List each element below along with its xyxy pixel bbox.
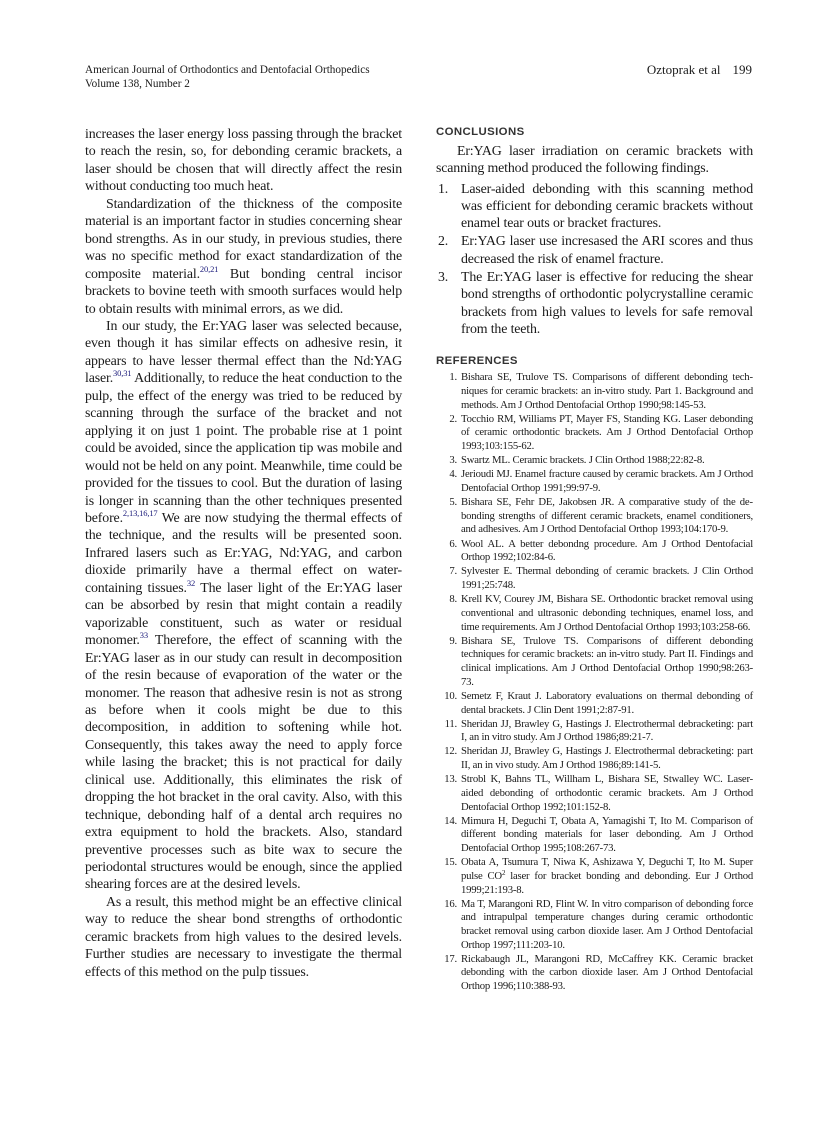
- reference-number: 8.: [449, 593, 457, 606]
- conclusions-intro: Er:YAG laser irradiation on ceramic brackets with scanning method produced the following findings.: [436, 144, 753, 177]
- text-segment: Standardization of the thickness of the composite material is an important factor in studies concerning shear bond strengths. As in our study, in previous studies, there was no specific method for exact standardization of the composite material.: [85, 196, 402, 282]
- reference-number: 12.: [444, 745, 457, 758]
- reference-text: Rickabaugh JL, Marangoni RD, McCaffrey KK. Ceramic bracket debonding with the carbon dioxide laser. Am J Orthod Dentofacial Orthop 1996;110:388-93.: [461, 952, 753, 993]
- conclusion-item: [436, 269, 753, 338]
- citation-link[interactable]: 32: [186, 577, 196, 588]
- item-number: 2.: [438, 234, 449, 250]
- reference-item: [436, 773, 753, 814]
- reference-item: [436, 538, 753, 565]
- text-segment: Additionally, to reduce the heat conduction to the pulp, the effect of the energy was tried to be reduced by scanning through the surface of the bracket and not applying it on just 1 point. The probable rise at 1 point could be avoided, since the application tip was mobile and would not be held on any point. Meanwhile, time could be provided for the tissues to cool. But the duration of lasing is longer in scanning than the other techniques presented before.: [85, 371, 402, 526]
- item-number: 1.: [438, 181, 449, 197]
- reference-text: Jerioudi MJ. Enamel fracture caused by ceramic brackets. Am J Orthod Dentofacial Orthop 1991;99:97-9.: [461, 468, 753, 495]
- reference-item: [436, 718, 753, 745]
- reference-item: [436, 690, 753, 717]
- reference-item: [436, 565, 753, 592]
- item-text: The Er:YAG laser is effective for reducing the shear bond strengths of orthodontic polycrystalline ceramic brackets from high values to levels for safe removal from the teeth.: [461, 270, 753, 337]
- reference-item: [436, 454, 753, 468]
- reference-text: Mimura H, Deguchi T, Obata A, Yamagishi T, Ito M. Comparison of different bonding materials for laser debonding. Am J Orthod Dentofacial Orthop 1995;108:267-73.: [461, 814, 753, 855]
- superscript: 2: [501, 868, 506, 877]
- reference-number: 16.: [444, 897, 457, 910]
- reference-text: Sheridan JJ, Brawley G, Hastings J. Electrothermal debracketing: part I, an in vitro study. Am J Orthod 1986;89:21-7.: [461, 717, 753, 744]
- running-authors: Oztoprak et al: [646, 62, 721, 77]
- reference-text: Semetz F, Kraut J. Laboratory evaluations on thermal debonding of dental brackets. J Clin Dent 1991;2:87-91.: [461, 689, 753, 716]
- reference-item: [436, 496, 753, 537]
- text-segment: We are now studying the thermal effects of the technique, and the results will be presented soon. Infrared lasers such as Er:YAG, Nd:YAG, and carbon dioxide primarily have a thermal effect on water-containing tissues.: [85, 510, 402, 596]
- reference-item: [436, 593, 753, 634]
- reference-item: [436, 953, 753, 994]
- item-number: 3.: [438, 270, 449, 286]
- text-segment: Therefore, the effect of scanning with the Er:YAG laser as in our study can result in decomposition of the resin because of evaporation of the water or the monomer. The reason that adhesive resin is not as strong as before when it cools might be due to this decomposition, in addition to softening while hot. Consequently, this takes away the need to apply force while lasing the bracket; this is not practical for daily clinical use. Additionally, this eliminates the risk of dropping the hot bracket in the oral cavity. Also, with this technique, debonding half of a dental arch requires no extra equipment to hold the brackets. Also, standard preventive processes such as bite wax to secure the periodontal structures would be enough, since the applied shearing forces are at the desired levels.: [85, 633, 402, 893]
- item-text: Laser-aided debonding with this scanning method was efficient for debonding ceramic brackets without enamel tear outs or bracket fractures.: [461, 181, 753, 232]
- reference-number: 11.: [444, 717, 457, 730]
- reference-text: Swartz ML. Ceramic brackets. J Clin Orthod 1988;22:82-8.: [461, 454, 705, 467]
- reference-number: 13.: [444, 773, 457, 786]
- reference-number: 15.: [444, 856, 457, 869]
- citation-link[interactable]: 2,13,16,17: [122, 507, 158, 518]
- citation-link[interactable]: 30,31: [113, 368, 132, 379]
- reference-item: [436, 413, 753, 454]
- reference-item: [436, 856, 753, 897]
- running-header-right: [647, 63, 752, 77]
- journal-title: American Journal of Orthodontics and Dentofacial Orthopedics: [85, 64, 370, 76]
- reference-number: 3.: [449, 454, 457, 467]
- reference-item: [436, 815, 753, 856]
- references-heading: REFERENCES: [436, 355, 518, 368]
- reference-text: Sheridan JJ, Brawley G, Hastings J. Electrothermal debracketing: part II, an in vivo study. Am J Orthod 1986;89:141-5.: [461, 745, 753, 772]
- reference-number: 17.: [444, 952, 457, 965]
- conclusions-list: [436, 181, 753, 339]
- reference-item: [436, 898, 753, 953]
- reference-text: Tocchio RM, Williams PT, Mayer FS, Standing KG. Laser debonding of ceramic orthodontic brackets. Am J Orthod Dentofacial Orthop 1993;103:155-62.: [461, 412, 753, 453]
- reference-item: [436, 371, 753, 412]
- left-column: [85, 126, 402, 981]
- reference-text: Bishara SE, Trulove TS. Comparisons of different debonding techniques for ceramic brackets: an in-vitro study. Part 1. Background and methods. Am J Orthod Dentofacial Orthop 1990;98:145-53.: [461, 371, 753, 411]
- reference-text: Strobl K, Bahns TL, Willham L, Bishara SE, Stwalley WC. Laser-aided debonding of orthodontic ceramic brackets. Am J Orthod Dentofacial Orthop 1992;101:152-8.: [461, 773, 753, 813]
- page-number: 199: [732, 62, 752, 77]
- text-segment: But bonding central incisor brackets to bovine teeth with smooth surfaces would help to obtain results with minimal errors, as we did.: [85, 266, 402, 317]
- item-text: Er:YAG laser use incresased the ARI scores and thus decreased the risk of enamel fracture.: [461, 234, 753, 267]
- conclusion-item: [436, 181, 753, 233]
- reference-text: Sylvester E. Thermal debonding of ceramic brackets. J Clin Orthod 1991;25:748.: [461, 565, 753, 592]
- reference-text: Bishara SE, Fehr DE, Jakobsen JR. A comparative study of the debonding strengths of different ceramic brackets, enamel conditioners, and adhesives. Am J Orthod Dentofacial Orthop 1993;104:170-9.: [461, 496, 753, 536]
- reference-number: 1.: [449, 371, 457, 384]
- reference-number: 10.: [444, 689, 457, 702]
- reference-number: 2.: [449, 412, 457, 425]
- reference-item: [436, 745, 753, 772]
- paragraph: [85, 196, 402, 318]
- reference-number: 4.: [449, 468, 457, 481]
- paragraph: increases the laser energy loss passing through the bracket to reach the resin, so, for debonding ceramic brackets, a laser should be chosen that will directly affect the resin without conducting too much heat.: [85, 127, 402, 195]
- right-column: [436, 126, 753, 994]
- citation-link[interactable]: 33: [139, 630, 148, 641]
- reference-number: 5.: [449, 496, 457, 509]
- citation-link[interactable]: 20,21: [199, 263, 219, 274]
- reference-item: [436, 635, 753, 690]
- reference-number: 9.: [449, 634, 457, 647]
- conclusion-item: [436, 233, 753, 268]
- reference-number: 7.: [449, 565, 457, 578]
- references-list: [436, 371, 753, 994]
- reference-item: [436, 468, 753, 495]
- text-segment: The laser light of the Er:YAG laser can be absorbed by resin that might contain a readily vaporizable constituent, such as water or residual monomer.: [85, 580, 402, 649]
- reference-text: Krell KV, Courey JM, Bishara SE. Orthodontic bracket removal using conventional and ultrasonic debonding techniques, enamel loss, and time requirements. Am J Orthod Dentofacial Orthop 1993;103:258-66.: [461, 593, 753, 633]
- text-segment: In our study, the Er:YAG laser was selected because, even though it has similar effects on adhesive resin, it appears to have lesser thermal effect than the Nd:YAG laser.: [85, 318, 402, 387]
- paragraph: As a result, this method might be an effective clinical way to reduce the shear bond strengths of orthodontic ceramic brackets from high values to the desired levels. Further studies are necessary to investigate the thermal effects of this method on the pulp tissues.: [85, 894, 402, 980]
- reference-text: Ma T, Marangoni RD, Flint W. In vitro comparison of debonding force and intrapulpal temperature changes during ceramic orthodontic bracket removal using carbon dioxide laser. Am J Orthod Dentofacial Orthop 1997;111:203-10.: [461, 897, 753, 951]
- journal-volume: Volume 138, Number 2: [85, 78, 190, 90]
- running-header-left: [85, 63, 370, 91]
- conclusions-heading: CONCLUSIONS: [436, 126, 525, 138]
- reference-text: Wool AL. A better debondng procedure. Am J Orthod Dentofacial Orthop 1992;102:84-6.: [461, 537, 753, 564]
- reference-text: Bishara SE, Trulove TS. Comparisons of different debonding techniques for ceramic brackets: an in-vitro study. Part II. Findings and clinical implications. Am J Orthod Dentofacial Orthop 1990;98:263-73.: [461, 634, 753, 688]
- reference-text: laser for bracket bonding and debonding. Eur J Orthod 1999;21:193-8.: [461, 869, 754, 896]
- reference-number: 14.: [444, 814, 457, 827]
- reference-number: 6.: [449, 537, 457, 550]
- paragraph: [85, 318, 402, 894]
- reference-text: Obata A, Tsumura T, Niwa K, Ashizawa Y, Deguchi T, Ito M. Super pulse CO: [461, 856, 753, 882]
